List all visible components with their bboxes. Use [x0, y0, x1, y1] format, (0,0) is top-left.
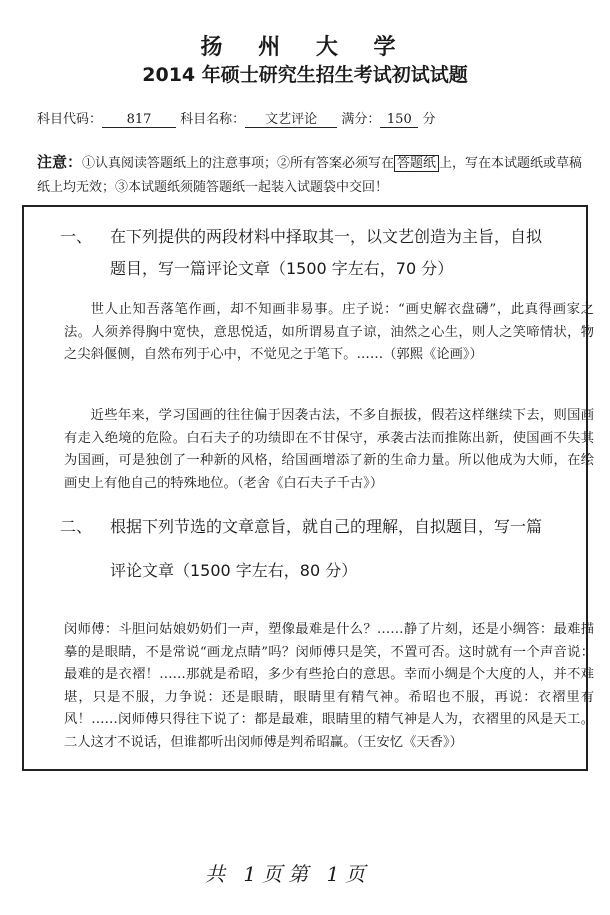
question-2-line1: 根据下列节选的文章意旨，就自己的理解，自拟题目，写一篇 [110, 517, 543, 536]
question-2-line2: 评论文章（1500 字左右，80 分） [110, 561, 358, 580]
subject-code-value: 817 [102, 112, 176, 128]
notice-text-part1: ①认真阅读答题纸上的注意事项；②所有答案必须写在 [82, 156, 395, 171]
notice-text-part2: 上，写在本试题纸或草稿纸上均无效；③本试题纸须随答题纸一起装入试题袋中交回！ [37, 156, 583, 195]
question-1-passage-2 [64, 405, 594, 495]
notice-label: 注意： [37, 153, 83, 171]
question-1-number: 一、 [60, 227, 93, 246]
question-1-line2: 题目，写一篇评论文章（1500 字左右，70 分） [110, 259, 454, 278]
exam-title: 2014 年硕士研究生招生考试初试试题 [142, 64, 468, 86]
passage-text: 世人止知吾落笔作画，却不知画非易事。庄子说：“画史解衣盘礴”，此真得画家之法。人须养得胸中宽快，意思悦适，如所谓易直子谅，油然之心生，则人之笑啼情状，物之尖斜偃侧，自然布列于心中，不觉见之于笔下。……（郭熙《论画》） [64, 302, 594, 362]
page-number-handwritten: 共 1页第 1页 [205, 862, 372, 886]
question-2-heading [60, 511, 600, 587]
full-score-value: 150 [380, 112, 418, 128]
question-1-heading [60, 221, 600, 285]
subject-name-label: 科目名称： [180, 112, 246, 127]
school-name: 扬 州 大 学 [200, 35, 410, 60]
question-2-passage [64, 619, 594, 754]
exam-notice [37, 150, 587, 200]
passage-text: 近些年来，学习国画的往往偏于因袭古法，不多自振拔，假若这样继续下去，则国画有走入绝境的危险。白石夫子的功绩即在不甘保守，承袭古法而推陈出新，使国画不失其为国画，可是独创了一种新的风格，给国画增添了新的生命力量。所以他成为大师，在绘画史上有他自己的特殊地位。（老舍《白石夫子千古》） [64, 408, 594, 491]
subject-info [37, 108, 435, 128]
subject-code-label: 科目代码： [37, 112, 103, 127]
question-2-number: 二、 [60, 517, 93, 536]
question-1-line1: 在下列提供的两段材料中择取其一，以文艺创造为主旨，自拟 [110, 227, 543, 246]
full-score-label: 满分： [341, 112, 381, 127]
questions-frame [22, 205, 594, 771]
passage-text: 闵师傅：斗胆问姑娘奶奶们一声，塑像最难是什么？……静了片刻，还是小绸答：最难描摹的是眼睛，不是常说“画龙点睛”吗？闵师傅只是笑，不置可否。这时就有一个声音说：最难的是衣褶！……那就是希昭，多少有些抢白的意思。幸而小绸是个大度的人，并不难堪，只是不服，力争说：还是眼睛，眼睛里有精气神。希昭也不服，再说：衣褶里有风！……闵师傅只得往下说了：都是最难，眼睛里的精气神是人为，衣褶里的风是天工。二人这才不说话，但谁都听出闵师傅是判希昭赢。（王安忆《天香》） [64, 622, 594, 750]
subject-name-value: 文艺评论 [245, 108, 337, 128]
question-1-passage-1 [64, 299, 594, 367]
full-score-unit: 分 [422, 112, 436, 127]
answer-sheet-boxed-word: 答题纸 [394, 155, 439, 172]
